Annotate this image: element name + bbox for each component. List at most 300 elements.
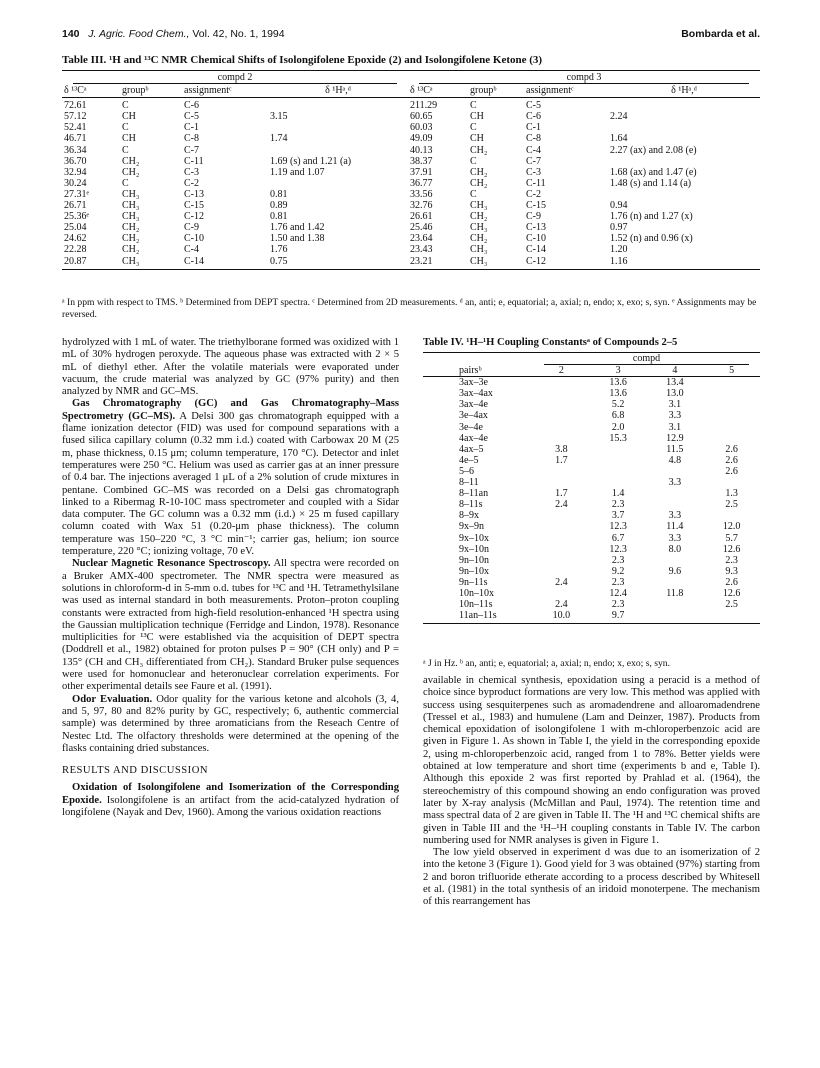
table-cell [533,388,590,399]
table-cell: C-2 [526,188,541,200]
table-cell: 4ax–5 [459,443,484,455]
table4-col-2: 2 [533,365,590,377]
table-cell: C-3 [184,166,199,178]
table4-col-5: 5 [703,365,760,377]
table4-col-3: 3 [590,365,647,377]
table-cell: C-1 [184,122,199,134]
table-row [423,466,760,477]
table-cell: C-13 [526,222,546,234]
paragraph: Gas Chromatography (GC) and Gas Chromatography–Mass Spectrometry (GC–MS). A Delsi 300 gas chromatograph equipped with a flame ionization detector (FID) was used for compound separations with a fused silica capillary column (0.32 mm i.d.) coated with Carbowax 20 M (25 m, phase thickness, 0.15 μm; column temperature, 170 °C). Detector and inlet temperatures were 250 °C. Helium was used as carrier gas at an inner pressure of 0.4 bar. The injections averaged 1 μL of a 2% solution of crude mixtures in pentane. Combined GC–MS was recorded on a Delsi gas chromatograph linked to a Ribermag R-10-10C mass spectrometer and coupled with a Sidar data computer. The GC column was a 0.32 mm (i.d.) × 25 m fused capillary column coated with Wax 51 (0.20-μm phase thickness). The column temperature was 150–220 °C, 3 °C min⁻¹; carrier gas, helium; ion source temperature, 220 °C; ionizing voltage, 70 eV. [62,398,399,558]
table-cell [647,466,704,477]
table-cell: CH [122,111,136,123]
table-cell: CH₃ [122,188,140,200]
table-cell: C-5 [526,100,541,112]
table-cell: C [122,177,129,189]
table3-col-h1: δ ¹Hᵃ,ᵈ [608,85,760,98]
table4-col-pairs: pairsᵇ [423,365,533,377]
table-cell: C-2 [184,177,199,189]
table-cell: 3.3 [668,532,682,544]
table-cell: 26.61 [410,211,433,223]
table-cell: CH₂ [122,155,140,167]
table-cell: 2.0 [611,421,625,433]
table3-group-compd3: compd 3 [419,72,750,84]
table-cell: 13.6 [609,377,627,389]
table3-caption: Table III. ¹H and ¹³C NMR Chemical Shifts of Isolongifolene Epoxide (2) and Isolongifolene Ketone (3) [62,54,543,66]
table-cell: 1.48 (s) and 1.14 (a) [610,177,692,189]
table3 [62,70,760,270]
table-cell: C [470,188,477,200]
table-cell: C [470,155,477,167]
table-cell [533,544,590,555]
table-cell: 1.52 (n) and 0.96 (x) [610,233,693,245]
table-cell: 32.76 [410,200,433,212]
table-cell: 2.5 [725,499,738,511]
table-cell: 1.20 [610,244,628,256]
table-row [423,555,760,566]
table-cell: 23.64 [410,233,433,245]
table-cell: 5.2 [611,399,625,411]
table-cell: 8–11an [459,488,489,500]
table-cell: 38.37 [410,155,433,167]
table-cell: C-7 [184,144,199,156]
table-cell: CH₂ [122,222,140,234]
table-cell: 1.3 [725,488,738,500]
table-cell: 2.3 [611,499,625,511]
table-cell: 9n–10n [459,554,489,566]
table-cell: 52.41 [64,122,87,134]
table-cell [533,566,590,577]
table4-compd-label: compd [544,353,749,365]
table-cell: C-12 [524,256,608,270]
table-cell: 11.8 [666,587,684,599]
table-cell [647,555,704,566]
table4-footnote: ᵃ J in Hz. ᵇ an, anti; e, equatorial; a, axial; n, endo; x, exo; s, syn. [423,658,670,669]
table-cell: 4ax–4e [459,432,488,444]
table-row [62,111,760,122]
table-cell: 12.0 [722,521,741,533]
table-cell: 57.12 [64,111,87,123]
table-cell: C-6 [526,111,541,123]
table-cell: CH₃ [122,200,140,212]
table-cell: C-12 [184,211,204,223]
table-cell: 12.4 [609,587,627,599]
table-cell: 1.76 (n) and 1.27 (x) [610,211,693,223]
table-cell: 1.68 (ax) and 1.47 (e) [610,166,697,178]
table-cell: 12.6 [722,587,741,599]
table-cell: 72.61 [64,100,87,112]
table-cell [268,145,408,156]
table-cell: 9.2 [611,565,625,577]
table-cell: 0.97 [610,222,628,234]
table-cell [268,122,408,133]
table-cell [703,610,760,624]
subheading: Odor Evaluation. [72,693,153,705]
table-cell: 1.76 [270,244,288,256]
table-cell: CH₂ [470,211,488,223]
table-cell: 32.94 [64,166,87,178]
table-cell: 1.7 [555,488,568,500]
table-cell: C-5 [184,111,199,123]
table-cell: 2.5 [725,599,738,611]
paragraph: hydrolyzed with 1 mL of water. The triethylborane formed was oxidized with 1 mL of 30% hydrogen peroxyde. The aqueous phase was extracted with 2 × 5 mL of diethyl ether. After the volatile materials were evaporated under vacuum, the crude material was analyzed by GC (97% purity) and then analyzed by NMR and GC–MS. [62,337,399,398]
table-cell: 13.4 [666,377,684,389]
table-cell: 20.87 [62,256,120,270]
table-cell [647,599,704,610]
table-cell: 3.3 [668,410,682,422]
table-cell [703,377,760,389]
table-cell: 40.13 [410,144,433,156]
table-cell: C [122,100,129,112]
table-cell: 9.7 [590,610,647,624]
table-cell: 13.0 [666,388,684,400]
table-cell: CH₂ [470,166,488,178]
table-cell [647,499,704,510]
table-cell: C-6 [184,100,199,112]
table-cell: 24.62 [64,233,87,245]
table-row [62,200,760,211]
table-cell: 25.46 [410,222,433,234]
table-cell: 2.4 [555,499,568,511]
table-row [423,410,760,421]
table-row [423,388,760,399]
table-cell: CH [122,133,136,145]
table-row [423,377,760,389]
table-cell: 1.74 [270,133,288,145]
table-cell: 33.56 [410,188,433,200]
table-row [62,222,760,233]
table-cell [533,521,590,532]
page-number: 140 [62,28,80,40]
table-cell [703,422,760,433]
table-cell: C-8 [526,133,541,145]
table4 [423,352,760,624]
table-cell [608,122,760,133]
table-cell: 1.19 and 1.07 [270,166,325,178]
journal-name: J. Agric. Food Chem., [88,28,190,40]
table-cell: 6.8 [611,410,625,422]
table-cell: 3.3 [668,477,682,489]
table-cell [703,399,760,410]
table3-group-compd2: compd 2 [73,72,398,84]
table-cell [647,488,704,499]
table-row [62,233,760,244]
table-cell: C-7 [526,155,541,167]
table-cell [590,444,647,455]
table-cell: 9x–10x [459,532,489,544]
table-cell: 23.43 [410,244,433,256]
table-cell: CH₃ [470,244,488,256]
subheading: Gas Chromatography (GC) and Gas Chromatography–Mass Spectrometry (GC–MS). [62,398,399,422]
table-cell: 0.75 [268,256,408,270]
subheading: Oxidation of Isolongifolene and Isomerization of the Corresponding Epoxide. [62,782,399,806]
table-cell [590,477,647,488]
table-cell: CH₃ [470,200,488,212]
table-cell: 60.65 [410,111,433,123]
table-cell: C-11 [184,155,204,167]
table-cell: 211.29 [410,100,438,112]
table-row [62,256,760,270]
table-cell [703,433,760,444]
table-cell [533,533,590,544]
table-cell: 2.27 (ax) and 2.08 (e) [610,144,697,156]
table-cell [533,377,590,389]
paragraph: Nuclear Magnetic Resonance Spectroscopy. All spectra were recorded on a Bruker AMX-400 spectrometer. The NMR spectra were measured as solutions in chloroform-d in 5-mm o.d. tubes for ¹³C and ¹H. Tetramethylsilane was used as internal standard in both measurements. Proton–proton coupling constants were extracted from high-field resolution-enhanced ¹H spectra using the Gaussian multiplication technique (Ferridge and Lindon, 1978). Resonance multiplicities for ¹³C were established via the acquisition of DEPT spectra (Doddrell et al., 1982) obtained for proton pulses P = 90° (CH only) and P = 135° (CH and CH₃ differentiated from CH₂). Standard Bruker pulse sequences were used for homonuclear and heteronuclear correlation experiments. For other experimental details see Faure et al. (1991). [62,558,399,693]
subheading: Nuclear Magnetic Resonance Spectroscopy. [72,558,271,570]
table-cell: 3.1 [668,421,682,433]
table-cell: C-11 [526,177,546,189]
table-cell: CH₂ [122,244,140,256]
table-cell [647,610,704,624]
table-cell: 9n–11s [459,576,488,588]
table-cell [647,577,704,588]
right-column [423,675,760,909]
table-cell: 1.50 and 1.38 [270,233,325,245]
table-cell: 15.3 [609,432,627,444]
table-cell: 49.09 [410,133,433,145]
table-cell: 1.16 [608,256,760,270]
table-cell: 2.3 [611,554,625,566]
table-cell: 13.6 [609,388,627,400]
table-cell: CH [470,111,484,123]
table-cell: 2.6 [725,465,738,477]
table-row [423,488,760,499]
table-cell: 36.34 [64,144,87,156]
table-row [423,499,760,510]
table-cell: C-3 [526,166,541,178]
paragraph: The low yield observed in experiment d was due to an isomerization of 2 into the ketone 3 (Figure 1). Good yield for 3 was obtained (97%) starting from 2 and boron trifluoride etherate according to a process described by Whitesell et al. (1981) in the total synthesis of an iridoid monoterpene. The mechanism of this rearrangement has [423,847,760,908]
paragraph: Oxidation of Isolongifolene and Isomerization of the Corresponding Epoxide. Isolongifolene is an artifact from the acid-catalyzed hydration of longifolene (Nayak and Dev, 1960). Among the various oxidation reactions [62,782,400,818]
table-row [423,422,760,433]
table-cell: 25.36ᵉ [64,211,90,223]
table-cell: 4.8 [668,454,682,466]
table-cell [608,98,760,112]
table-cell: 2.4 [555,599,568,611]
table-cell: C-10 [184,233,204,245]
table-cell: 9.3 [725,565,738,577]
table-cell: CH₃ [122,211,140,223]
table-cell [590,455,647,466]
table-cell: CH [470,133,484,145]
table-cell: 23.21 [408,256,468,270]
table-row [62,178,760,189]
table-cell: 11an–11s [423,610,533,624]
table-cell: CH₂ [122,166,140,178]
table-cell [533,555,590,566]
table-row [423,544,760,555]
table-cell [703,510,760,521]
table-cell: 1.69 (s) and 1.21 (a) [270,155,352,167]
table-cell: C-1 [526,122,541,134]
table-cell: 46.71 [64,133,87,145]
page-header [62,28,760,44]
table-row [423,599,760,610]
table-cell: 3.8 [555,443,568,455]
table3-col-assign: assignmentᶜ [524,85,608,98]
table-cell: 27.31ᵉ [64,188,90,200]
table-cell: 22.28 [64,244,87,256]
table-cell: 2.24 [610,111,628,123]
table-cell: 8.0 [668,543,682,555]
table3-col-group: groupᵇ [468,85,524,98]
table-row [423,399,760,410]
table-cell [590,466,647,477]
table-cell [533,433,590,444]
table-row [423,533,760,544]
table4-col-4: 4 [647,365,704,377]
table-cell: 2.3 [725,554,738,566]
table-cell: 10n–11s [459,599,493,611]
table-cell: 12.9 [666,432,684,444]
table-cell: 2.6 [725,443,738,455]
table-cell: 6.7 [611,532,625,544]
table-cell: 25.04 [64,222,87,234]
table-row [423,433,760,444]
running-authors: Bombarda et al. [681,28,760,40]
table-cell: C [122,144,129,156]
table-cell: 12.3 [609,543,627,555]
table-cell: C-4 [526,144,541,156]
table-row [423,521,760,532]
table-cell: CH₂ [470,177,488,189]
table-cell [533,477,590,488]
table-cell: 9x–10n [459,543,489,555]
left-column [62,337,399,819]
table-row [423,444,760,455]
table-cell: 11.4 [666,521,684,533]
table-cell: C-14 [182,256,268,270]
table-cell: 1.7 [555,454,568,466]
table-cell: C-8 [184,133,199,145]
table-cell: 2.6 [725,454,738,466]
table-cell: 10.0 [533,610,590,624]
table-cell: C [122,122,129,134]
paragraph: available in chemical synthesis, epoxidation using a peracid is a method of choice since byproduct formations are very low. This method was applied with success using sesquiterpenes such as aromadendrene and alloaromadendrene (Tressel et al., 1983) and humulene (Lam and Deinzer, 1987). Products from chemical epoxidation of isolongifolene 1 with m-chloroperbenzoic acid are given in Figure 1. As shown in Table I, the yield in the corresponding epoxide 2, using m-chloroperbenzoic acid, ranged from 1 to 78%. Better yields were obtained at low temperature and short time (experiments b and e, Table I). Although this epoxide 2 was first reported by Prahlad et al. (1964), the stereochemistry of this compound showing an endo configuration was proved later by X-ray analysis (McMillan and Paul, 1974). The retention time and mass spectral data of 2 are given in Table II. The ¹H and ¹³C chemical shifts are given in Table III and the ¹H–¹H coupling constants in Table IV. The carbon numbering used for NMR analyses is given in Figure 1. [423,675,760,846]
table-cell: C-13 [184,188,204,200]
table-cell: 9.6 [668,565,682,577]
table3-footnote: ᵃ In ppm with respect to TMS. ᵇ Determined from DEPT spectra. ᶜ Determined from 2D measurements. ᵈ an, anti; e, equatorial; a, axial; n, endo; x, exo; s, syn. ᵉ Assignments may be reversed. [62,297,757,320]
table-cell: 3ax–4e [459,399,488,411]
table-row [423,588,760,599]
table-cell: 5.7 [725,532,738,544]
table-cell: 2.3 [611,599,625,611]
table-cell: 1.76 and 1.42 [270,222,325,234]
table-cell: C-10 [526,233,546,245]
table-cell: 2.6 [725,576,738,588]
table-row [62,145,760,156]
table-row [62,189,760,200]
table-row [423,455,760,466]
table-cell: 3ax–3e [459,377,488,389]
table-cell: C-15 [184,200,204,212]
table-cell [268,178,408,189]
table-cell: CH₂ [470,144,488,156]
table-row [62,98,760,112]
table-cell [533,399,590,410]
table-cell [703,410,760,421]
table3-col-h1: δ ¹Hᵃ,ᵈ [268,85,408,98]
table-cell: 8–11s [459,499,483,511]
table-cell: 3e–4e [459,421,483,433]
table-cell: 9x–9n [459,521,484,533]
journal-volume: Vol. 42, No. 1, 1994 [192,28,285,40]
table-cell: 36.70 [64,155,87,167]
table4-caption: Table IV. ¹H–¹H Coupling Constantsᵃ of Compounds 2–5 [423,337,678,348]
table-cell: CH₃ [120,256,182,270]
table-cell: 1.64 [610,133,628,145]
table-cell [533,588,590,599]
table-cell: CH₃ [468,256,524,270]
table-cell: 10n–10x [459,587,494,599]
table3-col-assign: assignmentᶜ [182,85,268,98]
table-cell: 8–11 [459,477,479,489]
table-cell: 0.81 [270,188,288,200]
table-cell: 12.6 [722,543,741,555]
table-row [62,133,760,144]
table-cell [608,189,760,200]
paragraph: Odor Evaluation. Odor quality for the various ketone and alcohols (3, 4, and 5, 97, 80 and 82% purity by GC, respectively; 6, authentic commercial sample) was determined by three aromaticians from the Reseach Centre of Nestec Ltd. The olfactory thresholds were determined at the opening of the flasks containing dried substances. [62,693,399,754]
table-row [62,211,760,222]
table-cell: CH₂ [470,233,488,245]
table-cell: 36.77 [410,177,433,189]
table-row [62,156,760,167]
table-cell [533,510,590,521]
table-cell: 0.81 [270,211,288,223]
table-cell: 5–6 [459,465,474,477]
table-cell: 26.71 [64,200,87,212]
table-cell [268,98,408,112]
table-cell: 0.89 [270,200,288,212]
table-cell: 8–9x [459,510,479,522]
table-cell: C-9 [526,211,541,223]
table-cell [608,156,760,167]
table-cell: 3.15 [270,111,288,123]
table-cell [703,388,760,399]
table-cell: 2.3 [611,576,625,588]
table-cell: 11.5 [666,443,684,455]
table-cell [703,477,760,488]
table-cell: 3.1 [668,399,682,411]
table-row [423,477,760,488]
table-cell: C-4 [184,244,199,256]
table-cell: 4e–5 [459,454,479,466]
table-cell: 3.3 [668,510,682,522]
table-cell: CH₂ [122,233,140,245]
table-cell: 37.91 [410,166,433,178]
table-cell: 1.4 [611,488,625,500]
table-row [62,244,760,255]
table-cell: C-14 [526,244,546,256]
table-cell: 12.3 [609,521,627,533]
table-row [62,122,760,133]
table-cell: 30.24 [64,177,87,189]
table-cell: 3e–4ax [459,410,488,422]
table-cell: CH₃ [470,222,488,234]
table-cell: C-15 [526,200,546,212]
table-cell [533,466,590,477]
table3-col-c13: δ ¹³Cᵃ [408,85,468,98]
table-cell: 60.03 [410,122,433,134]
table-row [423,577,760,588]
table-cell [533,410,590,421]
table-cell: 2.4 [555,576,568,588]
table3-col-c13: δ ¹³Cᵃ [62,85,120,98]
section-heading: RESULTS AND DISCUSSION [62,765,209,777]
table-cell: 3.7 [611,510,625,522]
table-cell: C [470,100,477,112]
table-cell: C [470,122,477,134]
table-row [62,167,760,178]
table-cell: C-9 [184,222,199,234]
